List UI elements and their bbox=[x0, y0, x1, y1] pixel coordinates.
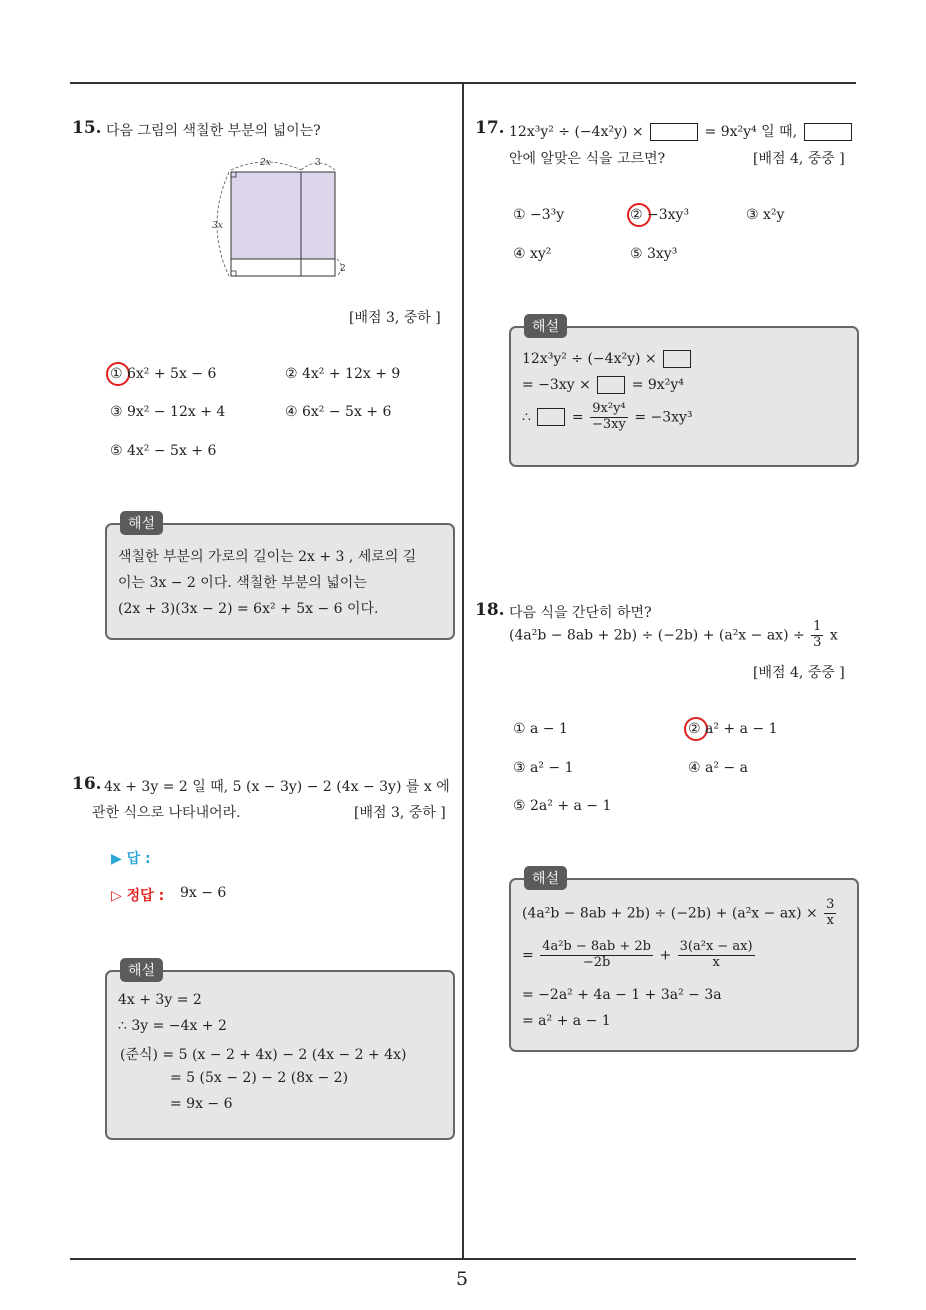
q17-sol2-pre: = −3xy × bbox=[522, 377, 591, 393]
label-right: 2 bbox=[340, 264, 346, 274]
q18-sol2-den1: −2b bbox=[582, 954, 611, 970]
q15-number: 15. bbox=[72, 118, 102, 138]
q18-expr-fraction bbox=[811, 620, 823, 651]
q18-sol2-plus: + bbox=[659, 947, 672, 964]
q17-solution-tag: 해설 bbox=[524, 314, 567, 338]
q17-sol-fraction bbox=[590, 402, 628, 433]
q15-option-1[interactable]: ① 6x² + 5x − 6 bbox=[110, 366, 217, 382]
q18-sol2-den2: x bbox=[712, 954, 720, 970]
q15-figure bbox=[200, 150, 360, 285]
page-number: 5 bbox=[456, 1268, 469, 1290]
q18-expr-frac-num: 1 bbox=[813, 619, 822, 634]
q17-sol3-pre: ∴ bbox=[522, 409, 531, 426]
q18-solution-line-1 bbox=[522, 898, 838, 929]
q18-sol2-num2: 3(a²x − ax) bbox=[679, 939, 753, 954]
q17-option-5[interactable]: ⑤ 3xy³ bbox=[630, 246, 678, 262]
q17-sol-frac-den: −3xy bbox=[592, 416, 626, 432]
q16-solution-line-3: (준식) = 5 (x − 2 + 4x) − 2 (4x − 2 + 4x) bbox=[120, 1047, 407, 1063]
q15-solution-line-1: 색칠한 부분의 가로의 길이는 2x + 3 , 세로의 길 bbox=[118, 549, 417, 565]
q18-option-1[interactable]: ① a − 1 bbox=[513, 721, 568, 737]
q17-blank-box bbox=[650, 123, 698, 141]
q15-question: 다음 그림의 색칠한 부분의 넓이는? bbox=[106, 123, 321, 139]
unshaded-strip bbox=[231, 259, 335, 276]
q18-sol2-fraction-2 bbox=[678, 940, 755, 971]
q17-solution-line-2 bbox=[522, 376, 684, 394]
q16-solution-line-4: = 5 (5x − 2) − 2 (8x − 2) bbox=[170, 1070, 349, 1086]
q15-option-4[interactable]: ④ 6x² − 5x + 6 bbox=[285, 404, 392, 420]
q17-sol3-post: = −3xy³ bbox=[634, 409, 693, 426]
q17-option-3[interactable]: ③ x²y bbox=[746, 207, 785, 223]
label-left: 3x bbox=[212, 221, 223, 231]
q17-number: 17. bbox=[475, 118, 505, 138]
q15-option-3[interactable]: ③ 9x² − 12x + 4 bbox=[110, 404, 226, 420]
column-divider bbox=[462, 84, 464, 1259]
q18-solution-line-2 bbox=[522, 940, 757, 971]
q18-sol1-num: 3 bbox=[826, 897, 835, 912]
q17-sol1-text: 12x³y² ÷ (−4x²y) × bbox=[522, 351, 657, 367]
q17-sol-blank-1 bbox=[663, 350, 691, 368]
q18-option-3[interactable]: ③ a² − 1 bbox=[513, 760, 574, 776]
q17-option-4[interactable]: ④ xy² bbox=[513, 246, 552, 262]
q17-option-2[interactable]: ② −3xy³ bbox=[630, 207, 690, 223]
q16-solution-line-5: = 9x − 6 bbox=[170, 1096, 233, 1112]
q16-solution-tag: 해설 bbox=[120, 958, 163, 982]
q18-sol1-pre: (4a²b − 8ab + 2b) ÷ (−2b) + (a²x − ax) × bbox=[522, 905, 818, 922]
q18-question: 다음 식을 간단히 하면? bbox=[509, 605, 652, 621]
q16-correct-value: 9x − 6 bbox=[180, 885, 227, 901]
q17-question-line-1 bbox=[509, 121, 854, 141]
q17-solution-line-3 bbox=[522, 402, 693, 433]
q18-expr-post: x bbox=[829, 627, 838, 644]
q17-question-pre: 12x³y² ÷ (−4x²y) × bbox=[509, 124, 644, 140]
q15-solution-line-2: 이는 3x − 2 이다. 색칠한 부분의 넓이는 bbox=[118, 575, 367, 591]
q15-option-2[interactable]: ② 4x² + 12x + 9 bbox=[285, 366, 401, 382]
q18-expr-pre: (4a²b − 8ab + 2b) ÷ (−2b) + (a²x − ax) ÷ bbox=[509, 627, 805, 644]
q17-solution-box bbox=[509, 326, 859, 467]
q16-correct-label: ▷ 정답 : bbox=[111, 888, 165, 904]
q18-number: 18. bbox=[475, 600, 505, 620]
q18-sol1-fraction bbox=[824, 898, 836, 929]
q16-answer-label: ▶ 답 : bbox=[111, 851, 151, 867]
q18-expression bbox=[509, 620, 838, 651]
q17-sol-blank-2 bbox=[597, 376, 625, 394]
q15-score: [배점 3, 중하 ] bbox=[349, 310, 441, 326]
shaded-region bbox=[231, 172, 335, 259]
q18-solution-line-3: = −2a² + 4a − 1 + 3a² − 3a bbox=[522, 987, 722, 1003]
q16-question-line-2: 관한 식으로 나타내어라. bbox=[92, 805, 241, 821]
q18-option-2[interactable]: ② a² + a − 1 bbox=[688, 721, 778, 737]
label-top-right: 3 bbox=[315, 158, 321, 168]
q17-question-line-2: 안에 알맞은 식을 고르면? bbox=[509, 151, 666, 167]
q16-number: 16. bbox=[72, 774, 102, 794]
q17-sol-blank-3 bbox=[537, 408, 565, 426]
q17-solution-line-1 bbox=[522, 350, 693, 368]
q16-question-line-1: 4x + 3y = 2 일 때, 5 (x − 3y) − 2 (4x − 3y) 를 x 에 bbox=[104, 779, 450, 795]
q17-option-1[interactable]: ① −3³y bbox=[513, 207, 565, 223]
q15-solution-tag: 해설 bbox=[120, 511, 163, 535]
q16-solution-line-2: ∴ 3y = −4x + 2 bbox=[118, 1018, 227, 1034]
q18-solution-tag: 해설 bbox=[524, 866, 567, 890]
q17-sol2-post: = 9x²y⁴ bbox=[631, 377, 684, 393]
q18-expr-frac-den: 3 bbox=[813, 634, 822, 650]
q15-solution-line-3: (2x + 3)(3x − 2) = 6x² + 5x − 6 이다. bbox=[118, 601, 379, 617]
q18-score: [배점 4, 중중 ] bbox=[753, 665, 845, 681]
q17-sol3-eq: = bbox=[571, 409, 584, 426]
q18-sol2-fraction-1 bbox=[540, 940, 653, 971]
q17-score: [배점 4, 중중 ] bbox=[753, 151, 845, 167]
q15-option-5[interactable]: ⑤ 4x² − 5x + 6 bbox=[110, 443, 217, 459]
q17-question-post: = 9x²y⁴ 일 때, bbox=[704, 124, 798, 140]
bottom-rule bbox=[70, 1258, 856, 1260]
q18-option-5[interactable]: ⑤ 2a² + a − 1 bbox=[513, 798, 612, 814]
label-top-left: 2x bbox=[260, 158, 271, 168]
q18-sol2-eq: = bbox=[522, 947, 534, 964]
q18-sol2-num1: 4a²b − 8ab + 2b bbox=[542, 939, 651, 954]
q16-solution-line-1: 4x + 3y = 2 bbox=[118, 992, 202, 1008]
q16-score: [배점 3, 중하 ] bbox=[354, 805, 446, 821]
q18-option-4[interactable]: ④ a² − a bbox=[688, 760, 748, 776]
q17-blank-box-2 bbox=[804, 123, 852, 141]
q17-sol-frac-num: 9x²y⁴ bbox=[592, 401, 626, 416]
q18-sol1-den: x bbox=[826, 912, 834, 928]
q18-solution-line-4: = a² + a − 1 bbox=[522, 1013, 611, 1029]
